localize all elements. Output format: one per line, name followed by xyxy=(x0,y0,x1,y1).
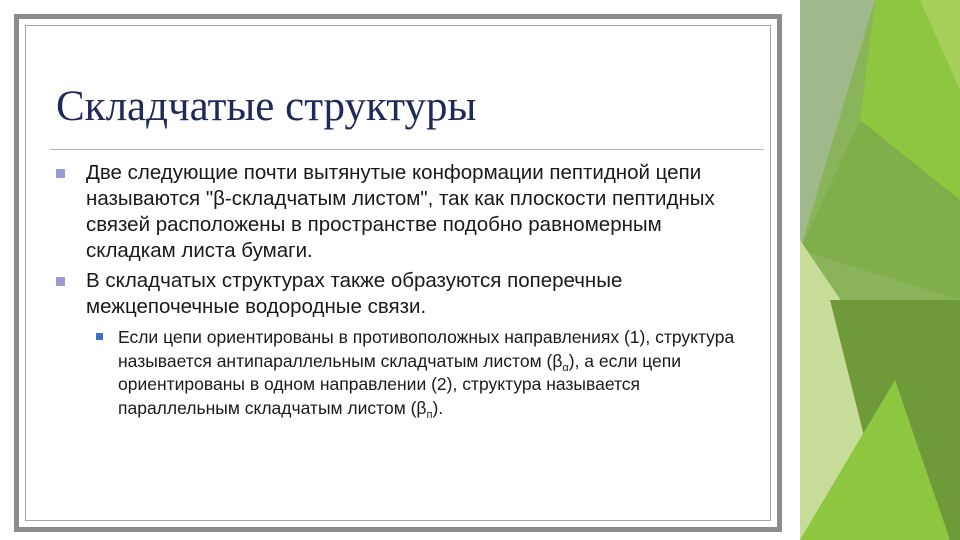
slide-content xyxy=(56,160,756,420)
square-bullet-icon xyxy=(56,169,65,178)
sub-bullet-text-part-3: ). xyxy=(432,397,444,418)
green-facet-decoration xyxy=(800,0,960,540)
beta-p-subscript: п xyxy=(426,408,433,421)
bullet-text-1: Две следующие почти вытянутые конформации пептидной цепи называются "β-складчатым листом", так как плоскости пептидных связей расположены в пространстве подобно равномерным складкам листа бумаги. xyxy=(86,161,715,262)
bullet-text-2: В складчатых структурах также образуются поперечные межцепочечные водородные связи. xyxy=(86,269,623,318)
square-bullet-icon xyxy=(96,333,103,340)
sub-bullet-text xyxy=(118,327,735,421)
square-bullet-icon xyxy=(56,277,65,286)
bullet-item-2 xyxy=(56,268,756,320)
sub-bullet-item xyxy=(96,326,756,420)
sub-bullet-text-part-1: Если цепи ориентированы в противоположных направлениях (1), структура называется антипараллельным складчатым листом (β xyxy=(118,327,735,371)
sub-bullet-text-part-2: ), а если цепи ориентированы в одном направлении (2), структура называется параллельным складчатым листом (β xyxy=(118,350,682,418)
bullet-item-1 xyxy=(56,160,756,264)
beta-alpha-subscript: α xyxy=(562,361,569,374)
slide-title: Складчатые структуры xyxy=(56,83,477,130)
title-divider xyxy=(50,149,764,150)
